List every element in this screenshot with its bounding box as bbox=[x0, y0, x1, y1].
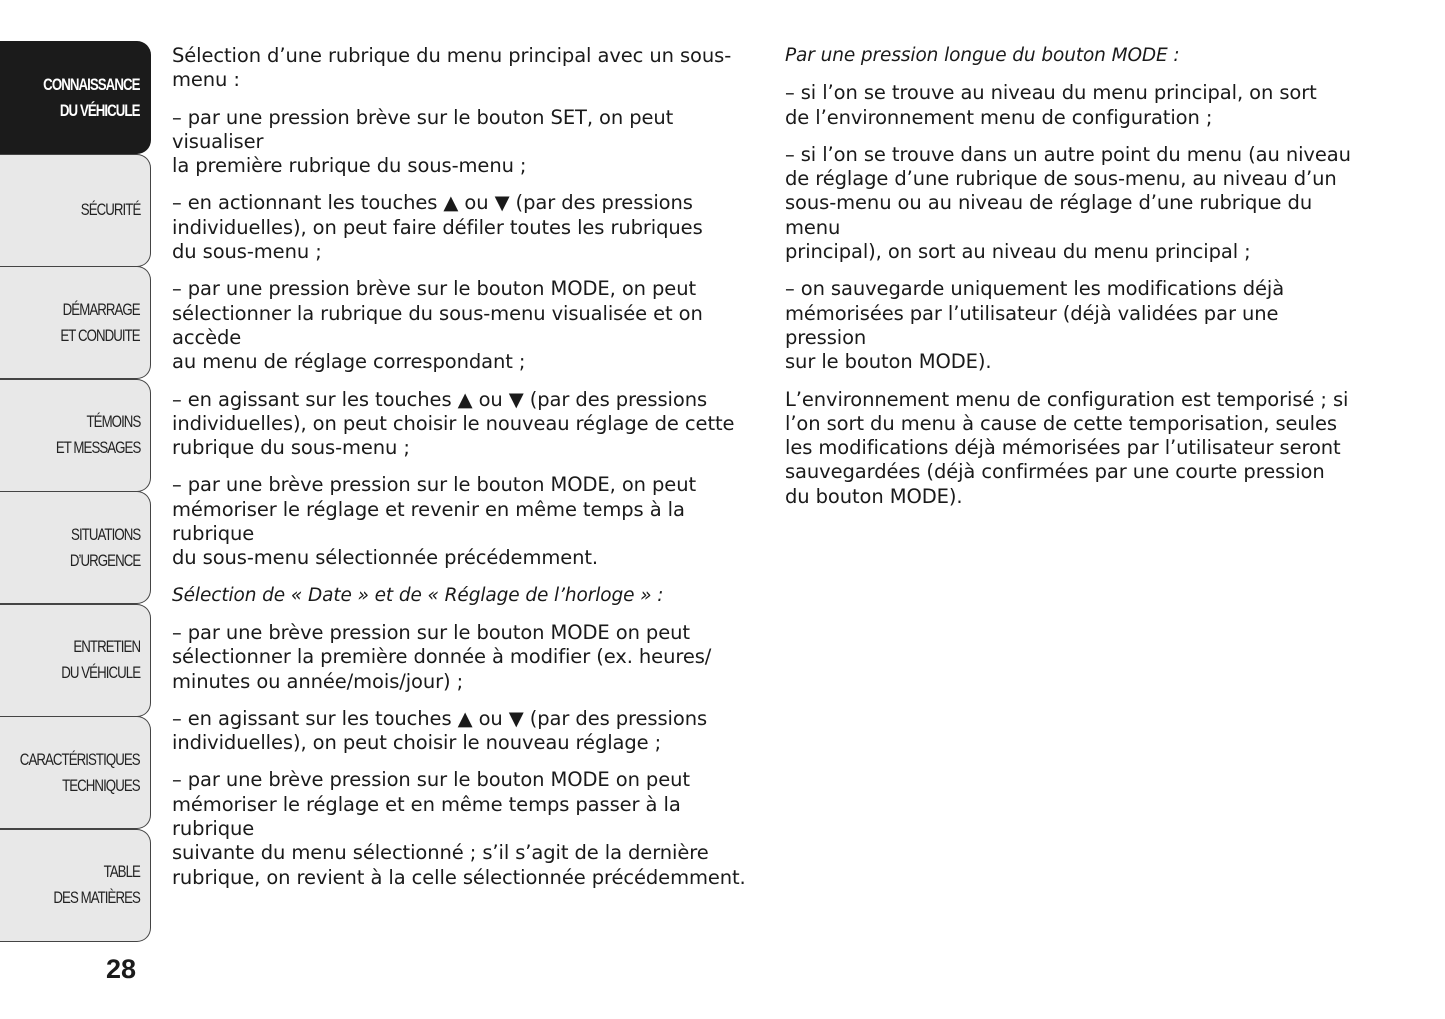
paragraph: – en actionnant les touches ▲ ou ▼ (par des pressions individuelles), on peut faire défiler toutes les rubriques du sous-menu ; bbox=[172, 191, 703, 264]
paragraph: – en agissant sur les touches ▲ ou ▼ (par des pressions individuelles), on peut choisir le nouveau réglage de cette rubrique du sous-menu ; bbox=[172, 387, 735, 460]
tab-entretien-du-vehicule[interactable] bbox=[0, 604, 151, 717]
tab-label: CARACTÉRISTIQUES TECHNIQUES bbox=[20, 749, 140, 795]
tab-label: SITUATIONS D’URGENCE bbox=[69, 524, 140, 570]
paragraph: – on sauvegarde uniquement les modifications déjà mémorisées par l’utilisateur (déjà validées par une pression sur le bouton MODE). bbox=[785, 277, 1285, 374]
paragraph: – par une brève pression sur le bouton MODE on peut sélectionner la première donnée à modifier (ex. heures/ minutes ou année/mois/jour) ; bbox=[172, 620, 712, 693]
left-column bbox=[172, 44, 762, 903]
paragraph: L’environnement menu de configuration est temporisé ; si l’on sort du menu à cause de cette temporisation, seules les modifications déjà mémorisées par l’utilisateur seront sauvegardées (déjà confirmées par une courte pression du bouton MODE). bbox=[785, 387, 1349, 508]
tab-label: TÉMOINS ET MESSAGES bbox=[55, 412, 140, 457]
tab-connaissance-du-vehicule[interactable] bbox=[0, 41, 151, 154]
tab-situations-d-urgence[interactable] bbox=[0, 491, 151, 604]
tab-label: DÉMARRAGE ET CONDUITE bbox=[60, 299, 141, 345]
tab-demarrage-et-conduite[interactable] bbox=[0, 266, 151, 379]
tab-label: TABLE DES MATIÈRES bbox=[53, 862, 140, 907]
paragraph: – en agissant sur les touches ▲ ou ▼ (par des pressions individuelles), on peut choisir le nouveau réglage ; bbox=[172, 706, 708, 755]
chapter-tabs bbox=[0, 41, 152, 941]
paragraph: – par une brève pression sur le bouton MODE, on peut mémoriser le réglage et revenir en même temps à la rubrique du sous-menu sélectionnée précédemment. bbox=[172, 473, 697, 570]
right-column bbox=[785, 44, 1365, 522]
tab-securite[interactable] bbox=[0, 154, 151, 267]
paragraph: – si l’on se trouve dans un autre point du menu (au niveau de réglage d’une rubrique de sous-menu, au niveau d’un sous-menu ou au niveau de réglage d’une rubrique du menu principal), on sort au niveau du menu principal ; bbox=[785, 142, 1351, 264]
tab-table-des-matieres[interactable] bbox=[0, 829, 151, 942]
tab-caracteristiques-techniques[interactable] bbox=[0, 716, 151, 829]
paragraph: – par une pression brève sur le bouton SET, on peut visualiser la première rubrique du sous-menu ; bbox=[172, 105, 674, 178]
paragraph: – par une pression brève sur le bouton MODE, on peut sélectionner la rubrique du sous-menu visualisée et on accède au menu de réglage correspondant ; bbox=[172, 277, 703, 374]
tab-temoins-et-messages[interactable] bbox=[0, 379, 151, 492]
paragraph: – par une brève pression sur le bouton MODE on peut mémoriser le réglage et en même temps passer à la rubrique suivante du menu sélectionné ; s’il s’agit de la dernière rubrique, on revient à la celle sélectionnée précédemment. bbox=[172, 768, 746, 889]
section-heading: Par une pression longue du bouton MODE : bbox=[785, 45, 1180, 66]
paragraph: – si l’on se trouve au niveau du menu principal, on sort de l’environnement menu de configuration ; bbox=[785, 81, 1317, 129]
section-heading: Sélection de « Date » et de « Réglage de l’horloge » : bbox=[172, 584, 664, 606]
tab-label: ENTRETIEN DU VÉHICULE bbox=[61, 637, 140, 682]
tab-label: CONNAISSANCE DU VÉHICULE bbox=[43, 74, 140, 120]
paragraph: Sélection d’une rubrique du menu principal avec un sous- menu : bbox=[172, 44, 732, 92]
page-number: 28 bbox=[106, 954, 137, 984]
tab-label: SÉCURITÉ bbox=[80, 200, 140, 219]
